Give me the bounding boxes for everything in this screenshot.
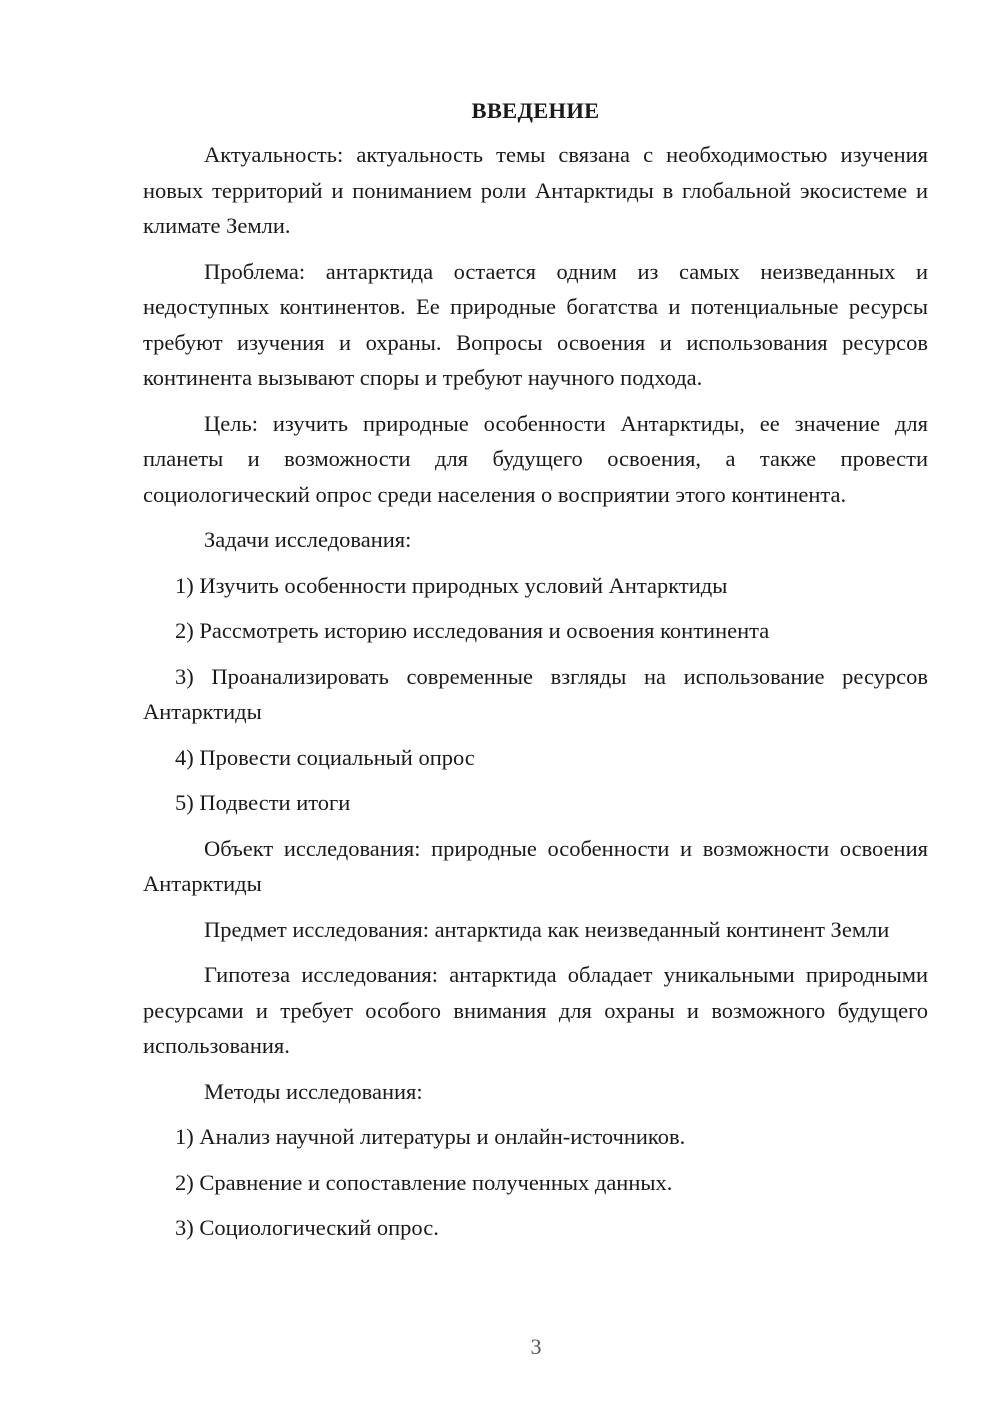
task-item: 2) Рассмотреть историю исследования и освоения континента <box>175 618 770 643</box>
method-item: 3) Социологический опрос. <box>175 1215 439 1240</box>
problem-paragraph: Проблема: антарктида остается одним из самых неизведанных и недоступных континентов. Ее природные богатства и потенциальные ресурсы требуют изучения и охраны. Вопросы освоения и использования ресурсов континента вызывают споры и требуют научного подхода. <box>143 258 928 390</box>
page-number: 3 <box>530 1334 542 1359</box>
document-body <box>143 96 928 1256</box>
page-title: ВВЕДЕНИЕ <box>471 98 600 123</box>
methods-heading: Методы исследования: <box>204 1078 423 1104</box>
task-item: 5) Подвести итоги <box>175 790 351 815</box>
method-item: 2) Сравнение и сопоставление полученных данных. <box>175 1169 673 1195</box>
subject-paragraph: Предмет исследования: антарктида как неизведанный континент Земли <box>204 916 890 942</box>
tasks-heading: Задачи исследования: <box>204 527 412 552</box>
method-item: 1) Анализ научной литературы и онлайн-источников. <box>175 1124 686 1149</box>
goal-paragraph: Цель: изучить природные особенности Антарктиды, ее значение для планеты и возможности для будущего освоения, а также провести социологический опрос среди населения о восприятии этого континента. <box>143 410 928 507</box>
hypothesis-paragraph: Гипотеза исследования: антарктида обладает уникальными природными ресурсами и требует особого внимания для охраны и возможного будущего использования. <box>143 962 928 1058</box>
relevance-paragraph: Актуальность: актуальность темы связана с необходимостью изучения новых территорий и пониманием роли Антарктиды в глобальной экосистеме и климате Земли. <box>143 142 928 238</box>
task-item: 1) Изучить особенности природных условий Антарктиды <box>175 572 728 598</box>
object-paragraph: Объект исследования: природные особенности и возможности освоения Антарктиды <box>143 835 928 896</box>
task-item: 4) Провести социальный опрос <box>175 744 475 770</box>
task-item: 3) Проанализировать современные взгляды на использование ресурсов Антарктиды <box>143 663 928 724</box>
